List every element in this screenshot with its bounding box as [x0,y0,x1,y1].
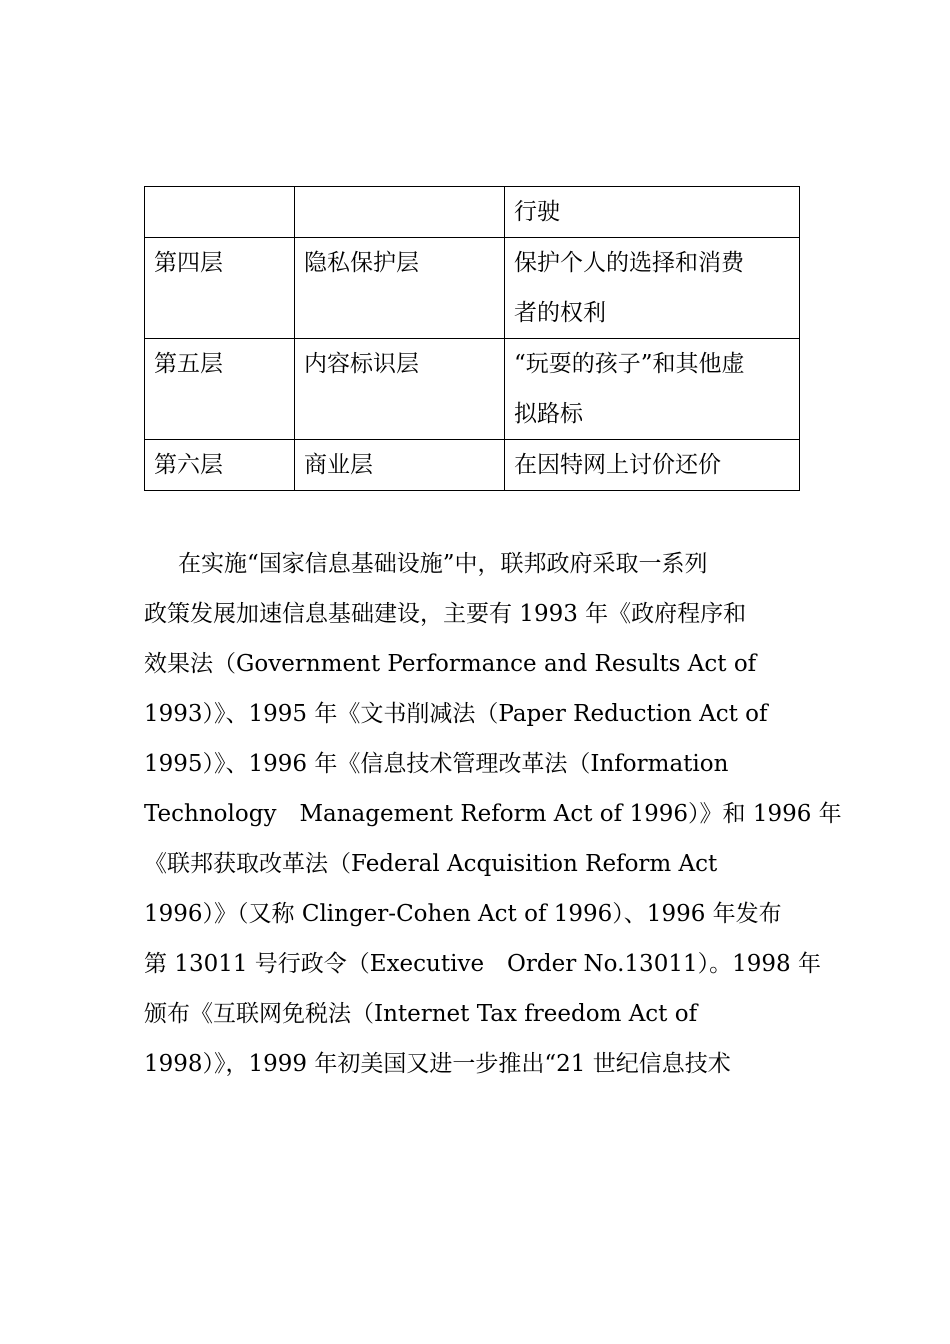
table-cell-name: 商业层 [295,440,505,491]
table-cell-name [295,187,505,238]
paragraph-line: 效果法（Government Performance and Results Act of [144,651,757,677]
body-paragraph [144,539,842,1089]
table-row [145,440,800,491]
table-cell-description: “玩耍的孩子”和其他虚 拟路标 [505,339,800,440]
paragraph-line: 1995）》、1996 年《信息技术管理改革法（Information [144,751,729,777]
paragraph-line: 颁布《互联网免税法（Internet Tax freedom Act of [144,1001,698,1027]
paragraph-line: 1998）》，1999 年初美国又进一步推出“21 世纪信息技术 [144,1051,731,1077]
table-row [145,187,800,238]
paragraph-line: 第 13011 号行政令（Executive Order No.13011）。1998 年 [144,951,821,977]
table-row [145,339,800,440]
layers-table [144,186,800,491]
paragraph-line: 政策发展加速信息基础建设，主要有 1993 年《政府程序和 [144,601,747,627]
table-cell-description: 保护个人的选择和消费 者的权利 [505,238,800,339]
paragraph-line: 《联邦获取改革法（Federal Acquisition Reform Act [144,851,718,877]
paragraph-line: Technology Management Reform Act of 1996）》和 1996 年 [144,801,842,827]
paragraph-line: 1993）》、1995 年《文书削减法（Paper Reduction Act of [144,701,768,727]
table-cell-name: 内容标识层 [295,339,505,440]
table-cell-layer [145,187,295,238]
table-row [145,238,800,339]
table-cell-description: 行驶 [505,187,800,238]
table-cell-layer: 第五层 [145,339,295,440]
paragraph-line: 在实施“国家信息基础设施”中，联邦政府采取一系列 [178,551,708,577]
table-cell-layer: 第四层 [145,238,295,339]
table-cell-layer: 第六层 [145,440,295,491]
table-cell-name: 隐私保护层 [295,238,505,339]
paragraph-line: 1996）》（又称 Clinger-Cohen Act of 1996）、1996 年发布 [144,901,782,927]
table-cell-description: 在因特网上讨价还价 [505,440,800,491]
